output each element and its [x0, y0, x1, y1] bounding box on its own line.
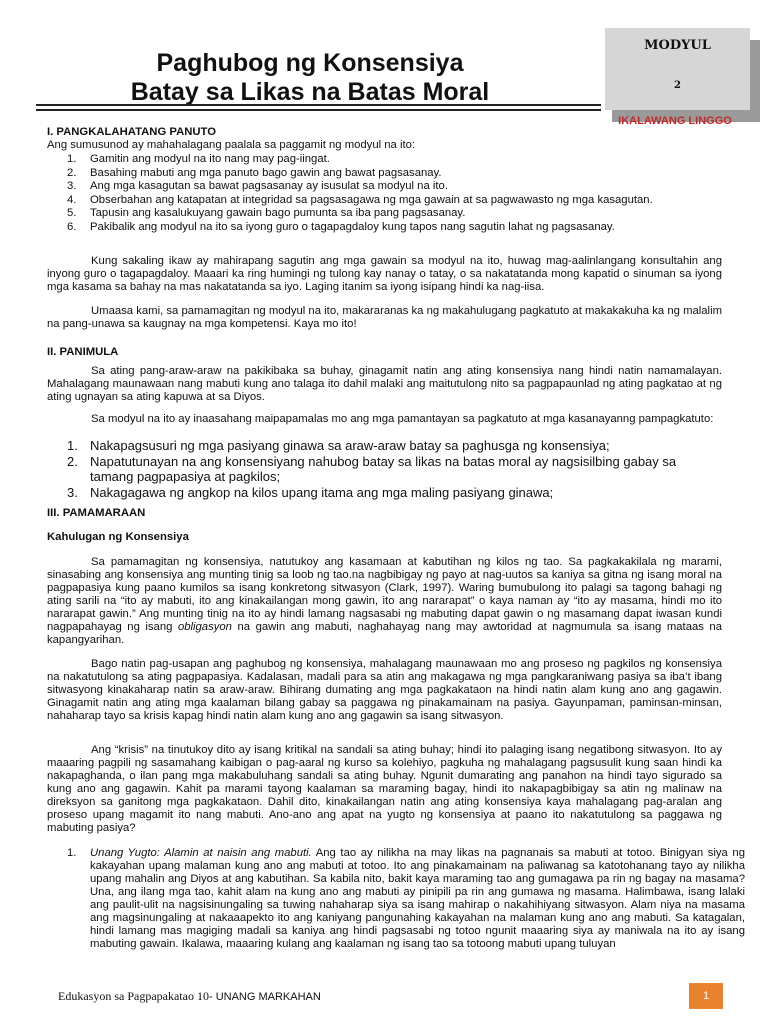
title-divider-bottom	[36, 109, 601, 111]
title-divider-top	[36, 104, 601, 106]
list-item: 3. Nakagagawa ng angkop na kilos upang itama ang mga maling pasiyang ginawa;	[67, 484, 554, 500]
section3-subheading: Kahulugan ng Konsensiya	[47, 531, 189, 543]
instructions-list	[67, 153, 722, 235]
page-title-line2: Batay sa Likas na Batas Moral	[130, 78, 490, 106]
module-number: 2	[674, 80, 681, 91]
page-title-line1: Paghubog ng Konsensiya	[156, 49, 464, 77]
section2-paragraph-2: Sa modyul na ito ay inaasahang maipapamalas mo ang mga pamantayan sa pagkatuto at mga kasanayanng pampagkatuto:	[91, 413, 714, 425]
list-item: 3. Ang mga kasagutan sa bawat pagsasanay ay isusulat sa modyul na ito.	[67, 180, 448, 193]
list-item: 5. Tapusin ang kasalukuyang gawain bago pumunta sa iba pang pagsasanay.	[67, 207, 466, 220]
section3-paragraph-1: Sa pamamagitan ng konsensiya, natutukoy ang kasamaan at kabutihan ng kilos ng tao. Sa pagkakakilala ng marami, sinasabing ang konsensiya ang munting tinig sa loob ng tao.na nagbibigay ng payo at nag-uutos sa kaniya sa gitna ng isang moral na pagpapasiya kung paano kumilos sa isang konkretong sitwasyon (Clark, 1997). Waring bumubulong ito palagi sa tagong bahagi ng ating sarili na “ito ay mabuti, ito ang kinakailangan mong gawin, ito ang nararapat” o kaya naman ay “ito ay masama, hindi mo ito nararapat gawin.” Ang munting tinig na ito ay hindi lamang nagsasabi ng mabuting dapat gawin o ng masamang dapat iwasan kundi nagpapahayag ng isang obligasyon na gawin ang mabuti, naghahayag nang may awtoridad at nagmumula sa isang mataas na kapangyarihan.	[47, 556, 722, 646]
section1-intro: Ang sumusunod ay mahahalagang paalala sa paggamit ng modyul na ito:	[47, 139, 416, 151]
section3-paragraph-2: Bago natin pag-usapan ang paghubog ng konsensiya, mahalagang maunawaan mo ang proseso ng pagkilos ng konsensiya na nakatutulong sa ating pagpapasiya. Kadalasan, madali para sa atin ang makagawa ng mga pangkaraniwang pasiya sa iba’t ibang sitwasyong kinakaharap natin sa araw-araw. Bihirang dumating ang mga pagkakataon na hindi natin alam kung ano ang gagawin. Ginagamit natin ang ating mga kaalaman bilang gabay sa paggawa ng pinakamainam na pasiya. Gayunpaman, paminsan-minsan, nahaharap tayo sa krisis kapag hindi natin alam kung ano ang gagawin sa isang sitwasyon.	[47, 658, 722, 722]
footer-text: Edukasyon sa Pagpapakatao 10- UNANG MARKAHAN	[58, 989, 321, 1003]
list-item: 1. Nakapagsusuri ng mga pasiyang ginawa sa araw-araw batay sa paghusga ng konsensiya;	[67, 438, 610, 453]
section3-heading: III. PAMAMARAAN	[47, 507, 146, 519]
page-number: 1	[689, 983, 723, 1009]
list-item: 2. Napatutunayan na ang konsensiyang nahubog batay sa likas na batas moral ay nagsisilbing gabay sa tamang pagpapasiya at pagkilos;	[67, 453, 677, 484]
list-item: 6. Pakibalik ang modyul na ito sa iyong guro o tagapagdaloy kung tapos nang sagutin lahat ng pagsasanay.	[67, 220, 615, 233]
section2-paragraph-1: Sa ating pang-araw-araw na pakikibaka sa buhay, ginagamit natin ang ating konsensiya nang hindi natin namamalayan. Mahalagang maunawaan nang mabuti kung ano talaga ito dahil malaki ang maitutulong nito sa pagpapaunlad ng ating pagkatao at ng ating ugnayan sa ating kapuwa at sa Diyos.	[47, 365, 722, 403]
section1-paragraph-2: Umaasa kami, sa pamamagitan ng modyul na ito, makararanas ka ng makahulugang pagkatuto at makakakuha ka ng malalim na pang-unawa sa kaugnay na mga kompetensi. Kaya mo ito!	[47, 305, 722, 330]
list-item: 2. Basahing mabuti ang mga panuto bago gawin ang bawat pagsasanay.	[67, 166, 442, 179]
stage-item-1: 1. Unang Yugto: Alamin at naisin ang mabuti. Ang tao ay nilikha na may likas na pagnanais sa mabuti at totoo. Binigyan siya ng kakayahan upang malaman kung ano ang mabuti at totoo. Ito ang pinakamainam na paliwanag sa katotohanang tayo ay nilikha upang mahalin ang Diyos at ang kabutihan. Sa kabila nito, bakit kaya maraming tao ang gumagawa pa rin ng bagay na masama? Una, ang ilang mga tao, kahit alam na kung ano ang mabuti ay pinipili pa rin ang gumawa ng masama. Halimbawa, isang lalaki ang paulit-ulit na nagsisinungaling sa tuwing nahaharap siya sa isang mahirap o nakahihiyang sitwasyon. Alam niya na masama ang magsinungaling at nakaaapekto ito ang kaniyang pangunahing kakayahan na malaman kung ano ang mabuti. Sa katagalan, hindi lamang mas magiging madali sa kaniya ang hindi pagsasabi ng totoo ngunit maaaring siya ay maniwala na ito ay isang mabuting gawain. Ikalawa, maaaring kulang ang kaalaman ng isang tao sa totoong mabuti upang tuluyan	[67, 847, 745, 950]
list-item: 4. Obserbahan ang katapatan at integridad sa pagsasagawa ng mga gawain at sa pagwawasto ng mga kasagutan.	[67, 193, 653, 206]
section2-heading: II. PANIMULA	[47, 346, 119, 358]
section1-heading: I. PANGKALAHATANG PANUTO	[47, 126, 217, 138]
competencies-list	[67, 438, 722, 500]
section1-paragraph-1: Kung sakaling ikaw ay mahirapang sagutin ang mga gawain sa modyul na ito, huwag mag-aalinlangang konsultahin ang inyong guro o tagapagdaloy. Maaari ka ring humingi ng tulong kay nanay o tatay, o sa nakatatanda mong kapatid o sinuman sa iyong mga kasama sa bahay na mas nakatatanda sa iyo. Laging itanim sa iyong isipang hindi ka nag-iisa.	[47, 255, 722, 293]
week-label: IKALAWANG LINGGO	[618, 115, 732, 127]
section3-paragraph-3: Ang “krisis” na tinutukoy dito ay isang kritikal na sandali sa ating buhay; hindi ito palaging isang negatibong sitwasyon. Ito ay maaaring pagpili ng sasamahang kaibigan o pag-aaral ng kurso sa kolehiyo, pagkuha ng mahalagang pagsusulit kung saan hindi ka nakapaghanda, o ilan pang mga makabuluhang sandali sa ating buhay. Ngunit dumarating ang panahon na hindi tayo sigurado sa kung ano ang gagawin. Kahit pa marami tayong kaalaman sa maraming bagay, hindi ito nakapagbibigay sa atin ng malinaw na direksyon sa ganitong mga pagkakataon. Dahil dito, kinakailangan natin ang ating konsensiya kaya mahalagang pag-aralan ang proseso upang magamit ito nang mabuti. Ano-ano ang apat na yugto ng konsensiya at paano ito nakatutulong sa paggawa ng mabuting pasiya?	[47, 744, 722, 834]
list-item: 1. Gamitin ang modyul na ito nang may pag-iingat.	[67, 153, 330, 165]
module-label: MODYUL	[644, 38, 711, 53]
